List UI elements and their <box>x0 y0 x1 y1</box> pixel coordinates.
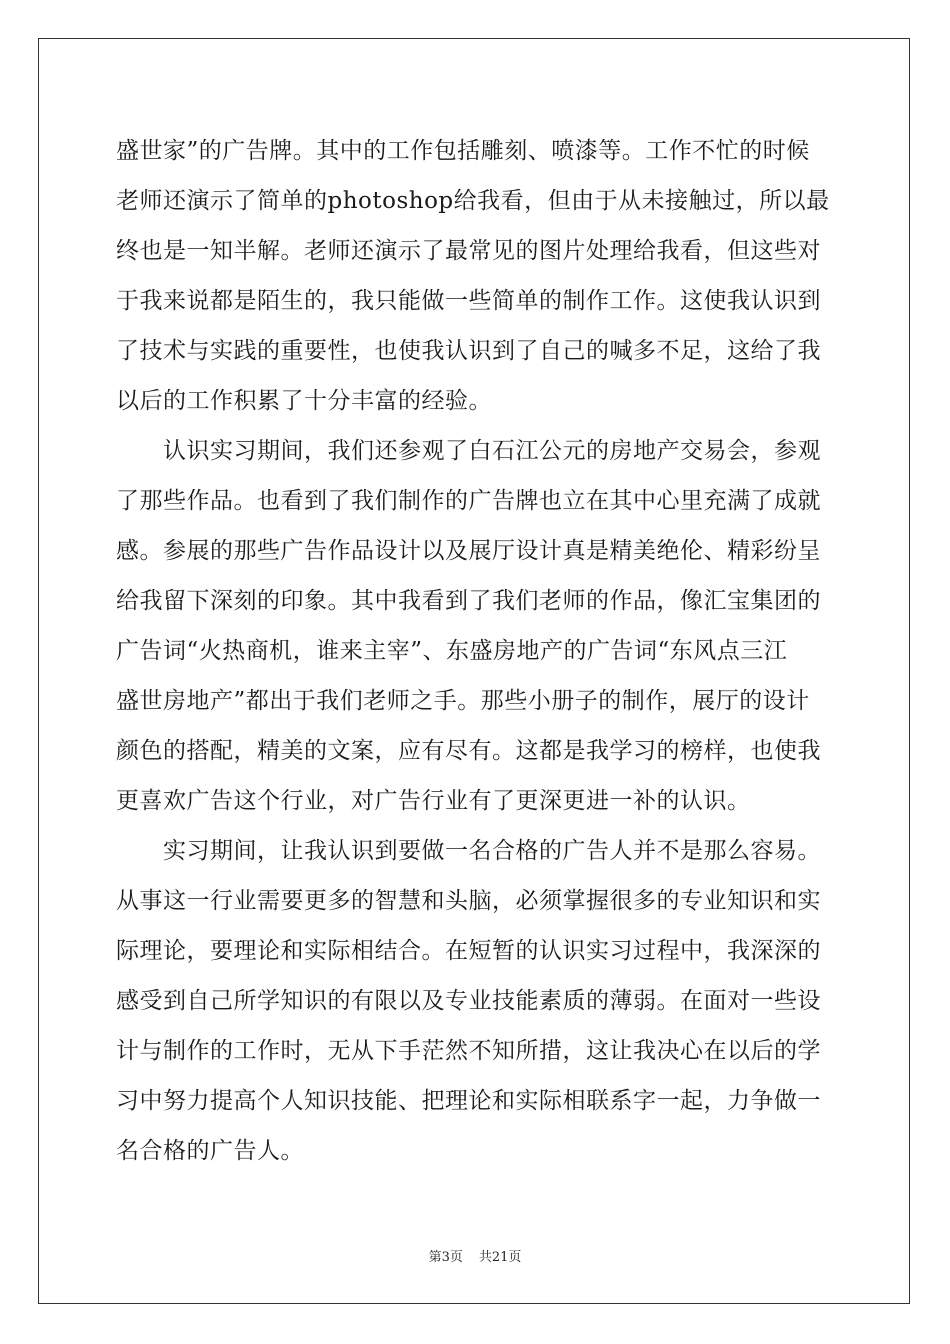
text-line: 给我留下深刻的印象。其中我看到了我们老师的作品，像汇宝集团的 <box>116 588 821 614</box>
text-line: 感。参展的那些广告作品设计以及展厅设计真是精美绝伦、精彩纷呈 <box>116 538 821 564</box>
text-line: 际理论，要理论和实际相结合。在短暂的认识实习过程中，我深深的 <box>116 938 821 964</box>
text-line: 从事这一行业需要更多的智慧和头脑，必须掌握很多的专业知识和实 <box>116 888 821 914</box>
text-line: 计与制作的工作时，无从下手茫然不知所措，这让我决心在以后的学 <box>116 1038 821 1064</box>
text-line: 盛世家”的广告牌。其中的工作包括雕刻、喷漆等。工作不忙的时候 <box>116 138 810 164</box>
text-line: 终也是一知半解。老师还演示了最常见的图片处理给我看，但这些对 <box>116 238 821 264</box>
text-line: 认识实习期间，我们还参观了白石江公元的房地产交易会，参观 <box>116 438 821 464</box>
text-line: 更喜欢广告这个行业，对广告行业有了更深更进一补的认识。 <box>116 788 751 814</box>
page-number: 第3页 <box>428 1250 463 1265</box>
text-line: 老师还演示了简单的photoshop给我看，但由于从未接触过，所以最 <box>116 188 830 214</box>
text-line: 习中努力提高个人知识技能、把理论和实际相联系字一起，力争做一 <box>116 1088 821 1114</box>
text-line: 了技术与实践的重要性，也使我认识到了自己的喊多不足，这给了我 <box>116 338 821 364</box>
text-line: 了那些作品。也看到了我们制作的广告牌也立在其中心里充满了成就 <box>116 488 821 514</box>
text-line: 以后的工作积累了十分丰富的经验。 <box>116 388 492 414</box>
text-line: 实习期间，让我认识到要做一名合格的广告人并不是那么容易。 <box>116 838 821 864</box>
text-line: 盛世房地产”都出于我们老师之手。那些小册子的制作，展厅的设计 <box>116 688 810 714</box>
text-line: 广告词“火热商机，谁来主宰”、东盛房地产的广告词“东风点三江 <box>116 638 788 664</box>
text-line: 颜色的搭配，精美的文案，应有尽有。这都是我学习的榜样，也使我 <box>116 738 821 764</box>
text-line: 感受到自己所学知识的有限以及专业技能素质的薄弱。在面对一些设 <box>116 988 821 1014</box>
total-pages: 共21页 <box>478 1250 522 1265</box>
text-line: 于我来说都是陌生的，我只能做一些简单的制作工作。这使我认识到 <box>116 288 821 314</box>
text-line: 名合格的广告人。 <box>116 1138 304 1164</box>
document-body <box>116 126 836 1176</box>
page-footer <box>0 1246 950 1265</box>
